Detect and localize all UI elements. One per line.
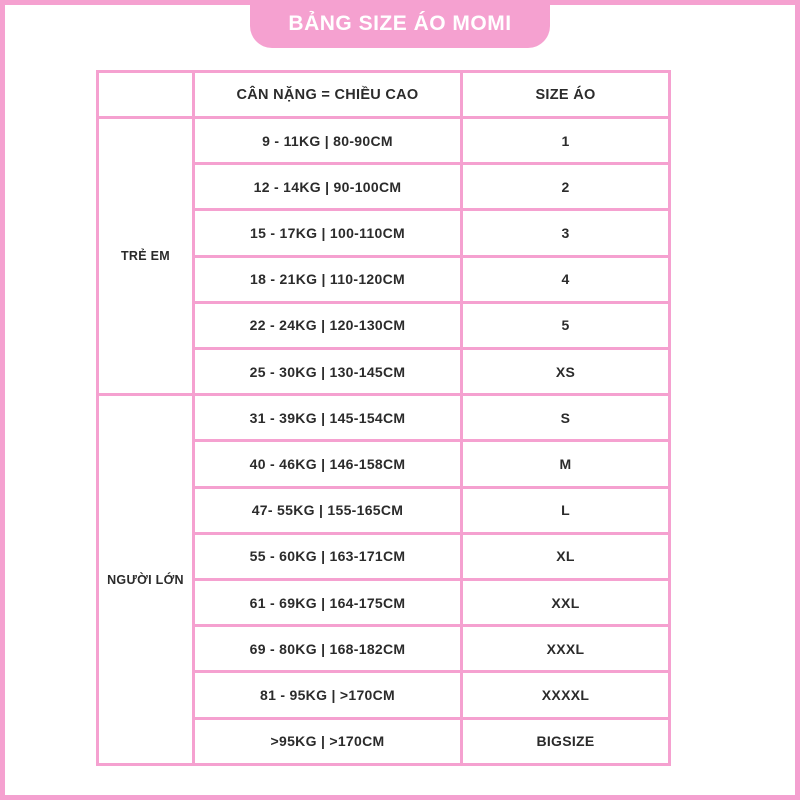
measure-cell: 15 - 17KG | 100-110CM <box>194 210 462 256</box>
size-chart-table <box>96 70 671 766</box>
measure-cell: >95KG | >170CM <box>194 718 462 764</box>
size-cell: XXL <box>462 580 670 626</box>
size-cell: 3 <box>462 210 670 256</box>
size-cell: BIGSIZE <box>462 718 670 764</box>
measure-cell: 40 - 46KG | 146-158CM <box>194 441 462 487</box>
measure-cell: 47- 55KG | 155-165CM <box>194 487 462 533</box>
title-banner <box>250 0 550 48</box>
measure-cell: 22 - 24KG | 120-130CM <box>194 302 462 348</box>
size-cell: XL <box>462 533 670 579</box>
size-cell: XXXL <box>462 626 670 672</box>
header-group <box>98 72 194 118</box>
measure-cell: 12 - 14KG | 90-100CM <box>194 164 462 210</box>
size-cell: 1 <box>462 118 670 164</box>
size-cell: 2 <box>462 164 670 210</box>
measure-cell: 61 - 69KG | 164-175CM <box>194 580 462 626</box>
size-cell: M <box>462 441 670 487</box>
measure-cell: 55 - 60KG | 163-171CM <box>194 533 462 579</box>
group-label: TRẺ EM <box>98 118 194 395</box>
measure-cell: 31 - 39KG | 145-154CM <box>194 395 462 441</box>
table-row <box>98 395 670 441</box>
size-cell: XS <box>462 349 670 395</box>
size-cell: S <box>462 395 670 441</box>
measure-cell: 9 - 11KG | 80-90CM <box>194 118 462 164</box>
size-cell: 4 <box>462 256 670 302</box>
size-cell: L <box>462 487 670 533</box>
measure-cell: 81 - 95KG | >170CM <box>194 672 462 718</box>
page-title: BẢNG SIZE ÁO MOMI <box>288 12 512 35</box>
measure-cell: 69 - 80KG | 168-182CM <box>194 626 462 672</box>
measure-cell: 25 - 30KG | 130-145CM <box>194 349 462 395</box>
header-size: SIZE ÁO <box>462 72 670 118</box>
table-body <box>98 118 670 765</box>
header-row <box>98 72 670 118</box>
table-row <box>98 118 670 164</box>
header-measure: CÂN NẶNG = CHIỀU CAO <box>194 72 462 118</box>
size-cell: 5 <box>462 302 670 348</box>
measure-cell: 18 - 21KG | 110-120CM <box>194 256 462 302</box>
size-cell: XXXXL <box>462 672 670 718</box>
group-label: NGƯỜI LỚN <box>98 395 194 765</box>
